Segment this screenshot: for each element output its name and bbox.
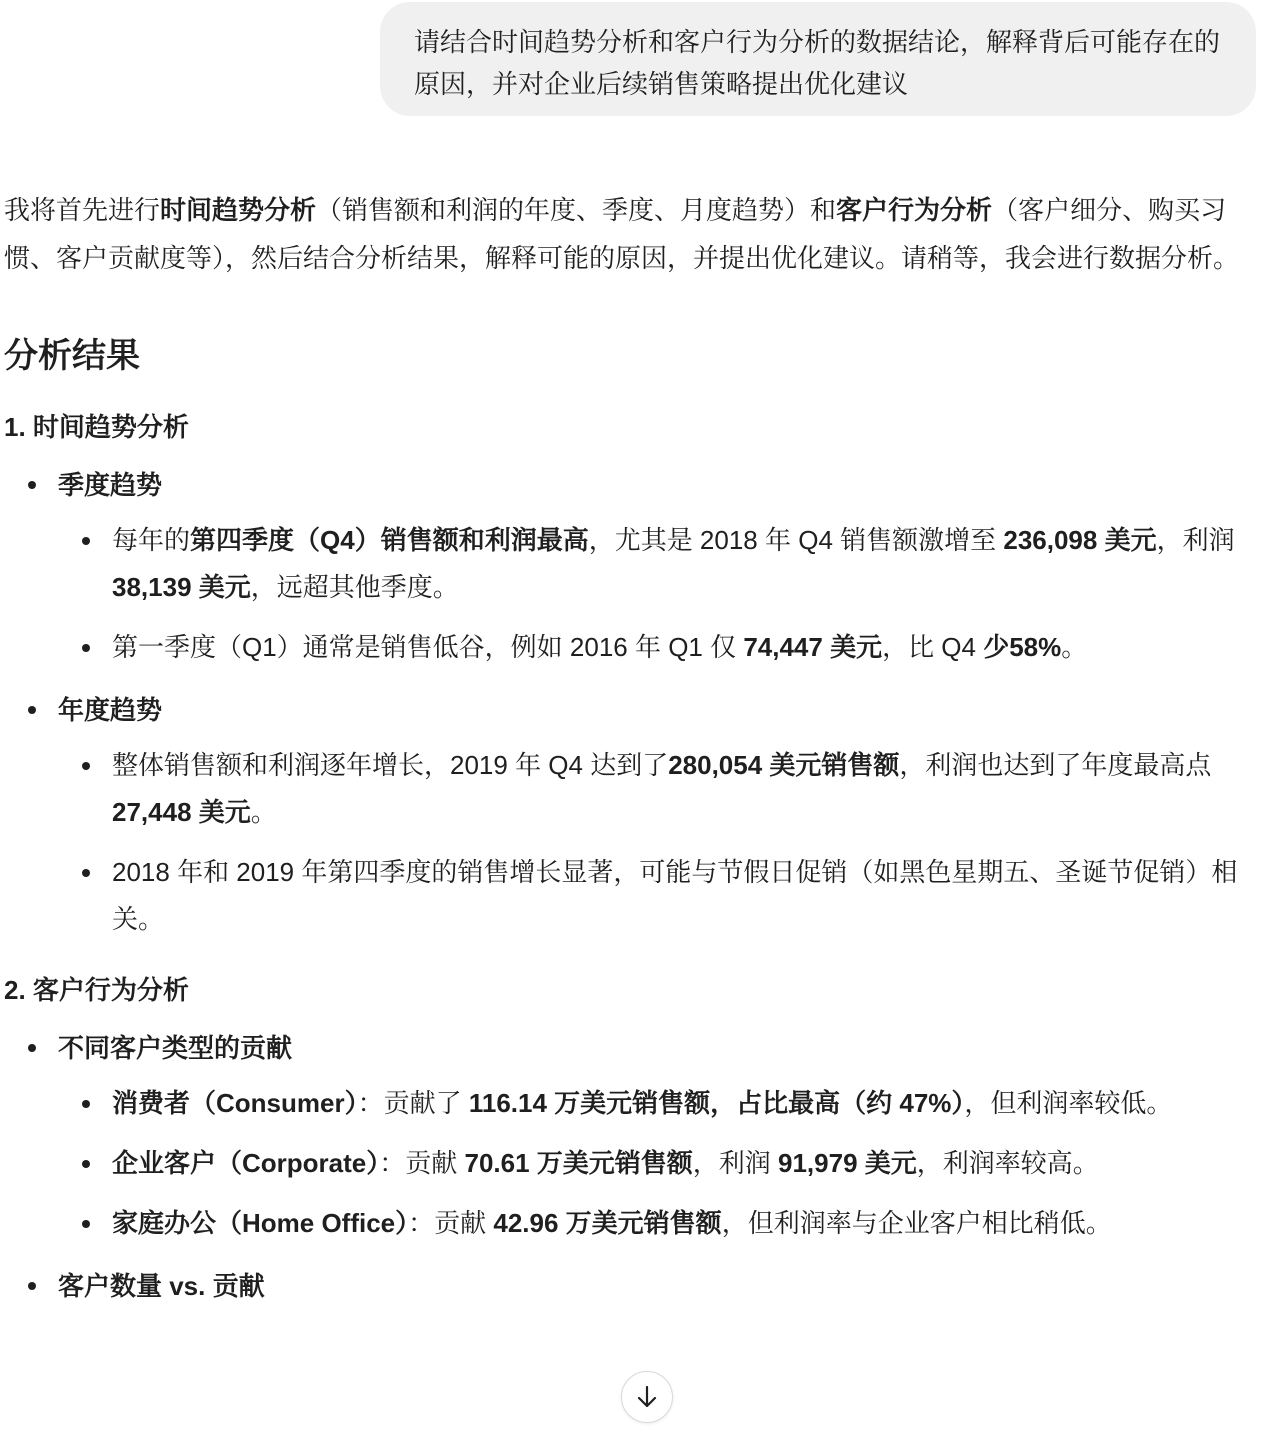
text: ，但利润率与企业客户相比稍低。 [721,1208,1112,1238]
text: ，远超其他季度。 [250,572,459,602]
arrow-down-icon [636,1385,658,1409]
bold-text: 91,979 美元 [778,1148,917,1178]
text: 每年的 [112,525,191,555]
text: ，利润也达到了年度最高点 [899,750,1212,780]
results-heading: 分析结果 [4,337,140,375]
bullet [28,1044,36,1052]
bold-text: 116.14 万美元销售额，占比最高（约 47%） [468,1088,965,1118]
bold-text: 少58% [983,632,1062,662]
intro-text: （客户细分、购买习惯、客户贡献度等），然后结合分析结果，解释可能的原因，并提出优化建议。请稍等，我会进行数据分析。 [4,195,1240,273]
bold-text: 42.96 万美元销售额 [493,1208,722,1238]
intro-bold: 客户行为分析 [836,195,993,225]
bold-text: 70.61 万美元销售额 [464,1148,693,1178]
bold-text: 家庭办公（Home Office） [112,1208,409,1238]
text: ，比 Q4 [882,632,984,662]
list-item-annual-trend [4,691,1260,729]
intro-bold: 时间趋势分析 [160,195,317,225]
text: 第一季度（Q1）通常是销售低谷，例如 2016 年 Q1 仅 [112,632,744,662]
text: ，利润 [1156,525,1235,555]
list-item-label: 客户数量 vs. 贡献 [58,1271,265,1301]
bold-text: 企业客户（Corporate） [112,1148,380,1178]
list-item-seasonal-trend [4,466,1260,504]
bullet [82,1160,90,1168]
list-item [4,1200,1260,1247]
user-message-bubble [380,2,1256,116]
user-message-text: 请结合时间趋势分析和客户行为分析的数据结论，解释背后可能存在的原因，并对企业后续销售策略提出优化建议 [414,27,1221,99]
text: ：贡献 [408,1208,494,1238]
bullet [82,537,90,545]
intro-paragraph [4,186,1260,282]
assistant-response [4,186,1260,1305]
list-item [4,1080,1260,1127]
intro-text: 我将首先进行 [4,195,161,225]
scroll-to-bottom-button[interactable] [621,1371,673,1423]
text: 。 [1061,632,1088,662]
list-item [4,624,1260,671]
intro-text: （销售额和利润的年度、季度、月度趋势）和 [316,195,837,225]
bold-text: 236,098 美元 [1003,525,1157,555]
list-item-label: 年度趋势 [58,695,163,725]
list-item [4,849,1260,943]
section-title-customer-behavior: 2. 客户行为分析 [4,975,189,1005]
bullet [82,869,90,877]
list-item-label: 不同客户类型的贡献 [58,1033,293,1063]
list-item-customer-count [4,1267,1260,1305]
text: 2018 年和 2019 年第四季度的销售增长显著，可能与节假日促销（如黑色星期五、圣诞节促销）相关。 [112,857,1238,934]
bullet [28,706,36,714]
bold-text: 38,139 美元 [112,572,251,602]
text: ，尤其是 2018 年 Q4 销售额激增至 [588,525,1004,555]
text: ，利润 [692,1148,779,1178]
text: ：贡献了 [357,1088,469,1118]
list-item [4,1140,1260,1187]
list-item-customer-contribution [4,1029,1260,1067]
bullet [82,1100,90,1108]
list-item-label: 季度趋势 [58,470,163,500]
bullet [28,1282,36,1290]
bold-text: 27,448 美元 [112,797,251,827]
list-item [4,517,1260,611]
bullet [82,1220,90,1228]
bullet [82,762,90,770]
text: 整体销售额和利润逐年增长，2019 年 Q4 达到了 [112,750,669,780]
bold-text: 74,447 美元 [743,632,883,662]
bold-text: 第四季度（Q4）销售额和利润最高 [190,525,589,555]
bold-text: 280,054 美元销售额 [668,750,900,780]
bullet [82,644,90,652]
text: ：贡献 [379,1148,465,1178]
text: ，但利润率较低。 [964,1088,1173,1118]
bullet [28,481,36,489]
list-item [4,742,1260,836]
bold-text: 消费者（Consumer） [112,1088,358,1118]
text: 。 [250,797,277,827]
text: ，利润率较高。 [916,1148,1099,1178]
section-title-time-trend: 1. 时间趋势分析 [4,412,189,442]
